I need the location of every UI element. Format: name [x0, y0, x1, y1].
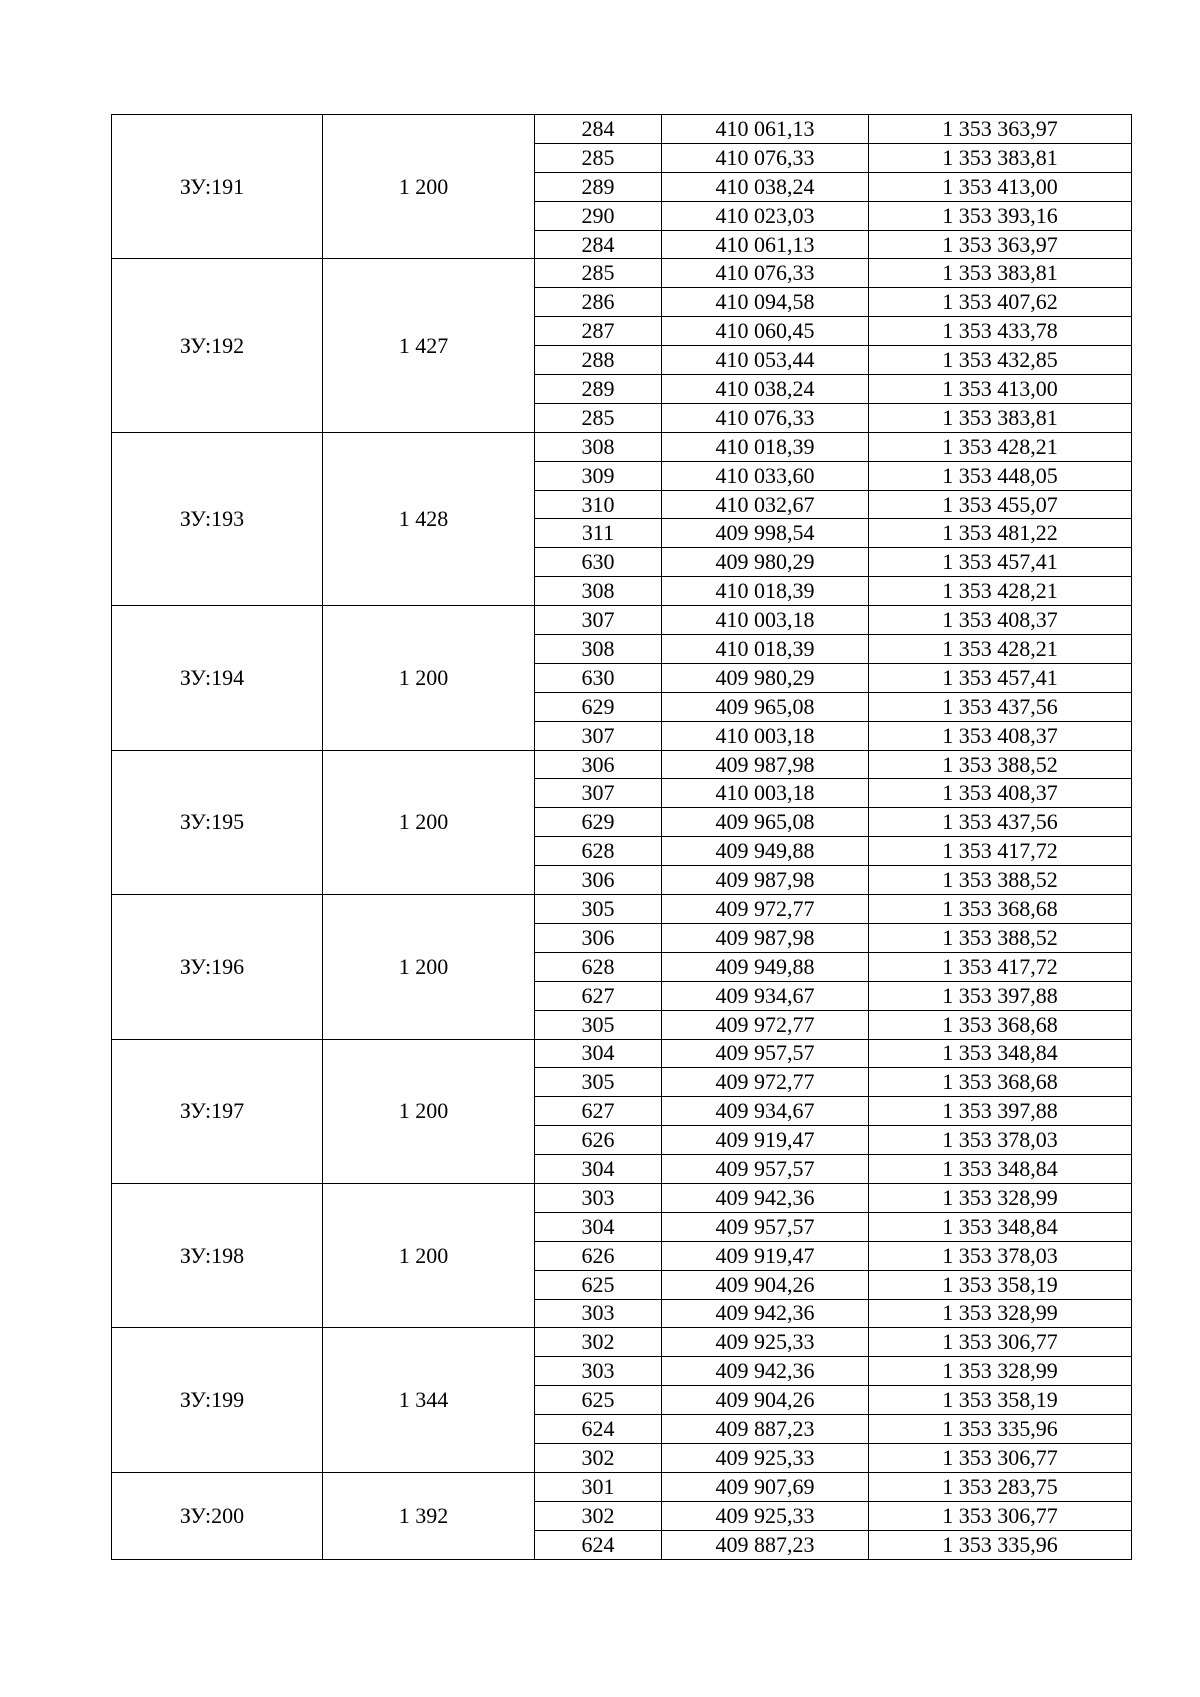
- coordinate-x-cell: 409 957,57: [662, 1212, 869, 1241]
- point-number-cell: 301: [535, 1472, 662, 1501]
- coordinate-x-cell: 409 957,57: [662, 1039, 869, 1068]
- point-number-cell: 303: [535, 1299, 662, 1328]
- coordinate-x-cell: 409 987,98: [662, 923, 869, 952]
- plot-id-cell: ЗУ:198: [112, 1183, 323, 1327]
- coordinate-y-cell: 1 353 457,41: [869, 548, 1132, 577]
- point-number-cell: 302: [535, 1328, 662, 1357]
- table-row: [112, 1472, 1132, 1501]
- coordinate-x-cell: 409 942,36: [662, 1357, 869, 1386]
- point-number-cell: 308: [535, 432, 662, 461]
- coordinate-y-cell: 1 353 397,88: [869, 981, 1132, 1010]
- point-number-cell: 289: [535, 172, 662, 201]
- plot-id-cell: ЗУ:199: [112, 1328, 323, 1472]
- coordinate-x-cell: 409 942,36: [662, 1299, 869, 1328]
- coordinate-y-cell: 1 353 408,37: [869, 721, 1132, 750]
- point-number-cell: 287: [535, 317, 662, 346]
- point-number-cell: 629: [535, 692, 662, 721]
- point-number-cell: 286: [535, 288, 662, 317]
- plot-id-cell: ЗУ:194: [112, 606, 323, 750]
- plot-id-cell: ЗУ:191: [112, 115, 323, 259]
- coordinate-y-cell: 1 353 448,05: [869, 461, 1132, 490]
- plot-area-cell: 1 200: [323, 1183, 535, 1327]
- coordinate-y-cell: 1 353 388,52: [869, 923, 1132, 952]
- point-number-cell: 290: [535, 201, 662, 230]
- coordinate-x-cell: 409 934,67: [662, 981, 869, 1010]
- point-number-cell: 625: [535, 1270, 662, 1299]
- table-row: [112, 115, 1132, 144]
- table-row: [112, 259, 1132, 288]
- point-number-cell: 302: [535, 1501, 662, 1530]
- coordinate-y-cell: 1 353 328,99: [869, 1299, 1132, 1328]
- coordinate-x-cell: 409 925,33: [662, 1443, 869, 1472]
- point-number-cell: 628: [535, 952, 662, 981]
- coordinate-y-cell: 1 353 368,68: [869, 1068, 1132, 1097]
- table-row: [112, 1328, 1132, 1357]
- coordinate-x-cell: 410 018,39: [662, 577, 869, 606]
- coordinates-table-body: [112, 115, 1132, 1560]
- point-number-cell: 304: [535, 1039, 662, 1068]
- plot-area-cell: 1 200: [323, 115, 535, 259]
- coordinate-x-cell: 410 038,24: [662, 172, 869, 201]
- point-number-cell: 306: [535, 923, 662, 952]
- coordinate-x-cell: 409 987,98: [662, 750, 869, 779]
- point-number-cell: 305: [535, 1068, 662, 1097]
- coordinate-x-cell: 409 907,69: [662, 1472, 869, 1501]
- coordinate-x-cell: 409 925,33: [662, 1501, 869, 1530]
- table-row: [112, 895, 1132, 924]
- point-number-cell: 284: [535, 115, 662, 144]
- coordinate-x-cell: 410 003,18: [662, 721, 869, 750]
- point-number-cell: 305: [535, 895, 662, 924]
- point-number-cell: 627: [535, 1097, 662, 1126]
- coordinate-x-cell: 410 061,13: [662, 115, 869, 144]
- coordinate-y-cell: 1 353 348,84: [869, 1155, 1132, 1184]
- plot-id-cell: ЗУ:195: [112, 750, 323, 894]
- point-number-cell: 304: [535, 1212, 662, 1241]
- point-number-cell: 306: [535, 750, 662, 779]
- coordinate-y-cell: 1 353 408,37: [869, 606, 1132, 635]
- coordinate-y-cell: 1 353 428,21: [869, 432, 1132, 461]
- coordinate-y-cell: 1 353 383,81: [869, 259, 1132, 288]
- coordinates-table: [111, 114, 1132, 1560]
- coordinate-y-cell: 1 353 348,84: [869, 1039, 1132, 1068]
- coordinate-y-cell: 1 353 378,03: [869, 1126, 1132, 1155]
- point-number-cell: 626: [535, 1241, 662, 1270]
- point-number-cell: 307: [535, 606, 662, 635]
- coordinate-y-cell: 1 353 348,84: [869, 1212, 1132, 1241]
- coordinate-x-cell: 410 038,24: [662, 375, 869, 404]
- point-number-cell: 307: [535, 721, 662, 750]
- coordinate-y-cell: 1 353 306,77: [869, 1501, 1132, 1530]
- plot-area-cell: 1 392: [323, 1472, 535, 1559]
- coordinate-x-cell: 409 957,57: [662, 1155, 869, 1184]
- coordinate-y-cell: 1 353 455,07: [869, 490, 1132, 519]
- coordinate-y-cell: 1 353 306,77: [869, 1443, 1132, 1472]
- coordinate-x-cell: 410 060,45: [662, 317, 869, 346]
- coordinate-x-cell: 410 094,58: [662, 288, 869, 317]
- table-row: [112, 1183, 1132, 1212]
- coordinate-x-cell: 409 949,88: [662, 952, 869, 981]
- coordinate-y-cell: 1 353 363,97: [869, 115, 1132, 144]
- point-number-cell: 310: [535, 490, 662, 519]
- table-row: [112, 750, 1132, 779]
- plot-id-cell: ЗУ:192: [112, 259, 323, 432]
- point-number-cell: 629: [535, 808, 662, 837]
- coordinate-x-cell: 409 942,36: [662, 1183, 869, 1212]
- coordinate-x-cell: 409 887,23: [662, 1530, 869, 1559]
- plot-area-cell: 1 344: [323, 1328, 535, 1472]
- coordinate-y-cell: 1 353 388,52: [869, 866, 1132, 895]
- point-number-cell: 306: [535, 866, 662, 895]
- point-number-cell: 626: [535, 1126, 662, 1155]
- point-number-cell: 302: [535, 1443, 662, 1472]
- coordinate-y-cell: 1 353 432,85: [869, 346, 1132, 375]
- point-number-cell: 284: [535, 230, 662, 259]
- coordinate-y-cell: 1 353 428,21: [869, 635, 1132, 664]
- plot-area-cell: 1 200: [323, 750, 535, 894]
- coordinate-y-cell: 1 353 397,88: [869, 1097, 1132, 1126]
- coordinate-y-cell: 1 353 388,52: [869, 750, 1132, 779]
- coordinate-y-cell: 1 353 383,81: [869, 403, 1132, 432]
- coordinate-y-cell: 1 353 368,68: [869, 1010, 1132, 1039]
- coordinate-y-cell: 1 353 417,72: [869, 837, 1132, 866]
- coordinate-x-cell: 409 887,23: [662, 1415, 869, 1444]
- coordinate-y-cell: 1 353 433,78: [869, 317, 1132, 346]
- coordinate-x-cell: 410 023,03: [662, 201, 869, 230]
- coordinate-y-cell: 1 353 413,00: [869, 172, 1132, 201]
- coordinate-x-cell: 410 061,13: [662, 230, 869, 259]
- plot-id-cell: ЗУ:193: [112, 432, 323, 605]
- point-number-cell: 308: [535, 577, 662, 606]
- coordinate-x-cell: 410 076,33: [662, 403, 869, 432]
- coordinate-x-cell: 409 965,08: [662, 808, 869, 837]
- coordinate-y-cell: 1 353 437,56: [869, 692, 1132, 721]
- point-number-cell: 308: [535, 635, 662, 664]
- coordinate-y-cell: 1 353 408,37: [869, 779, 1132, 808]
- table-row: [112, 432, 1132, 461]
- plot-area-cell: 1 200: [323, 606, 535, 750]
- coordinate-x-cell: 409 972,77: [662, 1010, 869, 1039]
- point-number-cell: 627: [535, 981, 662, 1010]
- plot-id-cell: ЗУ:196: [112, 895, 323, 1039]
- coordinate-x-cell: 409 972,77: [662, 895, 869, 924]
- point-number-cell: 285: [535, 143, 662, 172]
- point-number-cell: 304: [535, 1155, 662, 1184]
- coordinate-x-cell: 410 018,39: [662, 432, 869, 461]
- coordinate-x-cell: 409 972,77: [662, 1068, 869, 1097]
- coordinate-x-cell: 410 033,60: [662, 461, 869, 490]
- coordinate-y-cell: 1 353 428,21: [869, 577, 1132, 606]
- coordinate-x-cell: 410 018,39: [662, 635, 869, 664]
- plot-area-cell: 1 200: [323, 895, 535, 1039]
- coordinate-y-cell: 1 353 437,56: [869, 808, 1132, 837]
- table-row: [112, 1039, 1132, 1068]
- coordinate-x-cell: 409 904,26: [662, 1270, 869, 1299]
- coordinate-x-cell: 409 925,33: [662, 1328, 869, 1357]
- coordinate-y-cell: 1 353 481,22: [869, 519, 1132, 548]
- coordinate-y-cell: 1 353 417,72: [869, 952, 1132, 981]
- point-number-cell: 307: [535, 779, 662, 808]
- coordinate-x-cell: 409 904,26: [662, 1386, 869, 1415]
- coordinate-y-cell: 1 353 363,97: [869, 230, 1132, 259]
- coordinate-y-cell: 1 353 407,62: [869, 288, 1132, 317]
- point-number-cell: 288: [535, 346, 662, 375]
- point-number-cell: 624: [535, 1415, 662, 1444]
- coordinate-y-cell: 1 353 328,99: [869, 1357, 1132, 1386]
- point-number-cell: 630: [535, 548, 662, 577]
- coordinate-x-cell: 410 053,44: [662, 346, 869, 375]
- coordinate-y-cell: 1 353 378,03: [869, 1241, 1132, 1270]
- point-number-cell: 630: [535, 663, 662, 692]
- coordinate-y-cell: 1 353 368,68: [869, 895, 1132, 924]
- coordinate-x-cell: 410 003,18: [662, 779, 869, 808]
- coordinate-y-cell: 1 353 335,96: [869, 1530, 1132, 1559]
- coordinate-x-cell: 409 980,29: [662, 663, 869, 692]
- point-number-cell: 309: [535, 461, 662, 490]
- coordinate-x-cell: 410 003,18: [662, 606, 869, 635]
- point-number-cell: 289: [535, 375, 662, 404]
- coordinate-x-cell: 409 919,47: [662, 1241, 869, 1270]
- coordinate-y-cell: 1 353 335,96: [869, 1415, 1132, 1444]
- coordinate-x-cell: 409 919,47: [662, 1126, 869, 1155]
- coordinate-y-cell: 1 353 358,19: [869, 1270, 1132, 1299]
- coordinate-x-cell: 409 980,29: [662, 548, 869, 577]
- point-number-cell: 625: [535, 1386, 662, 1415]
- plot-id-cell: ЗУ:197: [112, 1039, 323, 1183]
- coordinate-y-cell: 1 353 283,75: [869, 1472, 1132, 1501]
- coordinate-x-cell: 409 934,67: [662, 1097, 869, 1126]
- coordinate-x-cell: 410 032,67: [662, 490, 869, 519]
- point-number-cell: 311: [535, 519, 662, 548]
- point-number-cell: 303: [535, 1183, 662, 1212]
- coordinate-x-cell: 410 076,33: [662, 143, 869, 172]
- coordinate-y-cell: 1 353 383,81: [869, 143, 1132, 172]
- coordinate-y-cell: 1 353 413,00: [869, 375, 1132, 404]
- point-number-cell: 305: [535, 1010, 662, 1039]
- coordinate-y-cell: 1 353 457,41: [869, 663, 1132, 692]
- coordinate-x-cell: 410 076,33: [662, 259, 869, 288]
- point-number-cell: 303: [535, 1357, 662, 1386]
- coordinate-x-cell: 409 949,88: [662, 837, 869, 866]
- coordinate-y-cell: 1 353 306,77: [869, 1328, 1132, 1357]
- point-number-cell: 628: [535, 837, 662, 866]
- coordinate-x-cell: 409 965,08: [662, 692, 869, 721]
- coordinate-x-cell: 409 998,54: [662, 519, 869, 548]
- coordinate-y-cell: 1 353 393,16: [869, 201, 1132, 230]
- plot-id-cell: ЗУ:200: [112, 1472, 323, 1559]
- point-number-cell: 285: [535, 403, 662, 432]
- point-number-cell: 285: [535, 259, 662, 288]
- plot-area-cell: 1 428: [323, 432, 535, 605]
- point-number-cell: 624: [535, 1530, 662, 1559]
- coordinate-x-cell: 409 987,98: [662, 866, 869, 895]
- table-row: [112, 606, 1132, 635]
- plot-area-cell: 1 427: [323, 259, 535, 432]
- coordinate-y-cell: 1 353 328,99: [869, 1183, 1132, 1212]
- coordinate-y-cell: 1 353 358,19: [869, 1386, 1132, 1415]
- plot-area-cell: 1 200: [323, 1039, 535, 1183]
